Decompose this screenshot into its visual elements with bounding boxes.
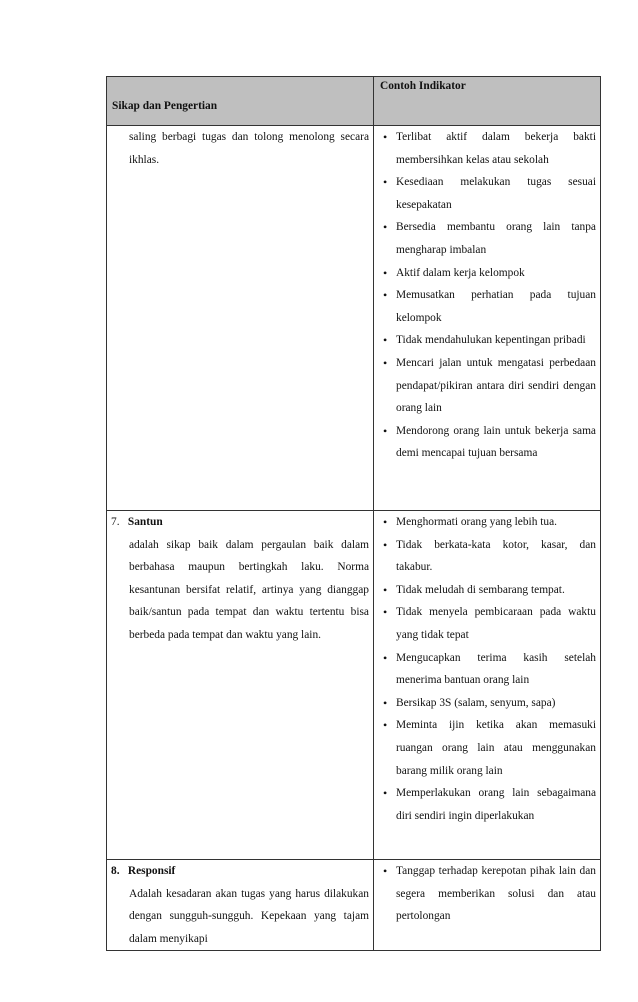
attitude-title — [111, 511, 369, 534]
table-row — [107, 126, 601, 511]
table-row — [107, 860, 601, 951]
attitude-indicator-table — [106, 76, 601, 951]
header-attitude: Sikap dan Pengertian — [107, 77, 374, 126]
attitude-name: Santun — [127, 516, 163, 528]
indicator-item: • Menghormati orang yang lebih tua. — [374, 511, 596, 534]
indicator-item: • Mengucapkan terima kasih setelah menerima bantuan orang lain — [374, 647, 596, 692]
indicator-item: • Bersikap 3S (salam, senyum, sapa) — [374, 692, 596, 715]
indicator-item: • Bersedia membantu orang lain tanpa mengharap imbalan — [374, 216, 596, 261]
indicator-item: • Tidak berkata-kata kotor, kasar, dan takabur. — [374, 534, 596, 579]
indicator-list — [374, 126, 596, 465]
attitude-cell — [107, 860, 374, 951]
indicator-item: • Memusatkan perhatian pada tujuan kelompok — [374, 284, 596, 329]
indicator-item: • Terlibat aktif dalam bekerja bakti membersihkan kelas atau sekolah — [374, 126, 596, 171]
indicator-cell — [374, 511, 601, 860]
attitude-number: 7. — [111, 516, 120, 528]
indicator-item: • Memperlakukan orang lain sebagaimana diri sendiri ingin diperlakukan — [374, 782, 596, 827]
table-header-row — [107, 77, 601, 126]
indicator-item: • Meminta ijin ketika akan memasuki ruangan orang lain atau menggunakan barang milik orang lain — [374, 714, 596, 782]
attitude-description: adalah sikap baik dalam pergaulan baik dalam berbahasa maupun bertingkah laku. Norma kesantunan bersifat relatif, artinya yang dianggap baik/santun pada tempat dan waktu tertentu bisa berbeda pada tempat dan waktu yang lain. — [129, 538, 369, 641]
attitude-description: saling berbagi tugas dan tolong menolong secara ikhlas. — [129, 131, 369, 166]
indicator-item: • Tidak menyela pembicaraan pada waktu yang tidak tepat — [374, 601, 596, 646]
indicator-item: • Tidak meludah di sembarang tempat. — [374, 579, 596, 602]
header-indicator: Contoh Indikator — [374, 77, 601, 126]
indicator-item: • Mendorong orang lain untuk bekerja sama demi mencapai tujuan bersama — [374, 420, 596, 465]
indicator-item: • Tidak mendahulukan kepentingan pribadi — [374, 329, 596, 352]
attitude-title — [111, 860, 369, 883]
indicator-item: • Mencari jalan untuk mengatasi perbedaan pendapat/pikiran antara diri sendiri dengan orang lain — [374, 352, 596, 420]
attitude-name: Responsif — [127, 865, 176, 877]
indicator-item: • Aktif dalam kerja kelompok — [374, 262, 596, 285]
attitude-number: 8. — [111, 865, 120, 877]
attitude-description: Adalah kesadaran akan tugas yang harus dilakukan dengan sungguh-sungguh. Kepekaan yang tajam dalam menyikapi — [129, 887, 369, 945]
indicator-cell — [374, 860, 601, 951]
table-row — [107, 511, 601, 860]
indicator-list — [374, 511, 596, 827]
indicator-list — [374, 860, 596, 928]
indicator-item: • Kesediaan melakukan tugas sesuai kesepakatan — [374, 171, 596, 216]
attitude-cell — [107, 511, 374, 860]
attitude-cell — [107, 126, 374, 511]
indicator-item: • Tanggap terhadap kerepotan pihak lain dan segera memberikan solusi dan atau pertolongan — [374, 860, 596, 928]
indicator-cell — [374, 126, 601, 511]
